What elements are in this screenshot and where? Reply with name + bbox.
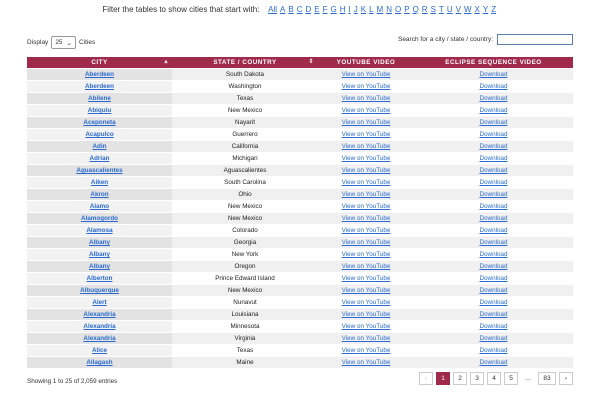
youtube-link[interactable]: View on YouTube — [318, 141, 414, 153]
city-link[interactable]: Adin — [27, 141, 172, 153]
youtube-link[interactable]: View on YouTube — [318, 345, 414, 357]
state-country-cell: New Mexico — [172, 105, 318, 117]
page-button-3[interactable]: 3 — [470, 372, 484, 385]
download-link[interactable]: Download — [414, 261, 573, 273]
search-input[interactable] — [497, 34, 573, 45]
download-link[interactable]: Download — [414, 309, 573, 321]
letter-link-y[interactable]: Y — [482, 5, 489, 14]
table-row — [27, 69, 573, 81]
youtube-link[interactable]: View on YouTube — [318, 285, 414, 297]
state-country-cell: Louisiana — [172, 309, 318, 321]
page-length-select[interactable] — [51, 36, 76, 49]
table-row — [27, 201, 573, 213]
state-country-cell: Ohio — [172, 189, 318, 201]
table-row — [27, 333, 573, 345]
youtube-link[interactable]: View on YouTube — [318, 333, 414, 345]
youtube-link[interactable]: View on YouTube — [318, 93, 414, 105]
sort-both-icon: ⇕ — [308, 59, 314, 65]
download-link[interactable]: Download — [414, 249, 573, 261]
youtube-link[interactable]: View on YouTube — [318, 165, 414, 177]
state-country-cell: Virginia — [172, 333, 318, 345]
youtube-link[interactable]: View on YouTube — [318, 117, 414, 129]
letter-link-i[interactable]: I — [348, 5, 351, 14]
letter-link-t[interactable]: T — [438, 5, 444, 14]
youtube-link[interactable]: View on YouTube — [318, 237, 414, 249]
download-link[interactable]: Download — [414, 273, 573, 285]
download-link[interactable]: Download — [414, 321, 573, 333]
next-page-button[interactable]: › — [559, 372, 573, 385]
table-row — [27, 261, 573, 273]
letter-link-g[interactable]: G — [330, 5, 337, 14]
table-row — [27, 129, 573, 141]
table-row — [27, 273, 573, 285]
table-row — [27, 213, 573, 225]
page-length-control — [27, 36, 95, 49]
youtube-link[interactable]: View on YouTube — [318, 309, 414, 321]
download-link[interactable]: Download — [414, 81, 573, 93]
letter-link-k[interactable]: K — [360, 5, 367, 14]
table-controls — [27, 36, 573, 48]
letter-link-w[interactable]: W — [463, 5, 472, 14]
download-link[interactable]: Download — [414, 105, 573, 117]
pagination-ellipsis: … — [521, 372, 535, 385]
youtube-link[interactable]: View on YouTube — [318, 153, 414, 165]
download-link[interactable]: Download — [414, 297, 573, 309]
city-link[interactable]: Alamosa — [27, 225, 172, 237]
letter-link-e[interactable]: E — [314, 5, 320, 14]
youtube-link[interactable]: View on YouTube — [318, 129, 414, 141]
youtube-link[interactable]: View on YouTube — [318, 357, 414, 369]
filter-label: Filter the tables to show cities that start with: — [102, 5, 260, 14]
state-country-cell: Michigan — [172, 153, 318, 165]
download-link[interactable]: Download — [414, 201, 573, 213]
table-row — [27, 189, 573, 201]
letter-link-u[interactable]: U — [446, 5, 453, 14]
state-country-cell: Nayarit — [172, 117, 318, 129]
city-link[interactable]: Abilene — [27, 93, 172, 105]
column-header-youtube: YOUTUBE VIDEO — [318, 57, 414, 69]
page-button-1[interactable]: 1 — [436, 372, 450, 385]
state-country-cell: Colorado — [172, 225, 318, 237]
letter-link-b[interactable]: B — [288, 5, 294, 14]
column-header-eclipse-video: ECLIPSE SEQUENCE VIDEO — [414, 57, 573, 69]
table-row — [27, 357, 573, 369]
state-country-cell: Minnesota — [172, 321, 318, 333]
letter-link-h[interactable]: H — [339, 5, 346, 14]
state-country-cell: Prince Edward Island — [172, 273, 318, 285]
letter-link-n[interactable]: N — [386, 5, 392, 14]
download-link[interactable]: Download — [414, 213, 573, 225]
state-country-cell: New Mexico — [172, 213, 318, 225]
state-country-cell: Aguascalientes — [172, 165, 318, 177]
letter-link-o[interactable]: O — [394, 5, 402, 14]
download-link[interactable]: Download — [414, 117, 573, 129]
youtube-link[interactable]: View on YouTube — [318, 105, 414, 117]
table-header-row — [27, 57, 573, 69]
youtube-link[interactable]: View on YouTube — [318, 177, 414, 189]
state-country-cell: Washington — [172, 81, 318, 93]
table-row — [27, 177, 573, 189]
table-row — [27, 321, 573, 333]
search-control — [398, 34, 573, 45]
letter-link-all[interactable]: All — [268, 5, 277, 14]
city-link[interactable]: Aberdeen — [27, 81, 172, 93]
city-link[interactable]: Allagash — [27, 357, 172, 369]
city-link[interactable]: Alamogordo — [27, 213, 172, 225]
letter-link-c[interactable]: C — [296, 5, 303, 14]
letter-link-v[interactable]: V — [455, 5, 461, 14]
page-button-4[interactable]: 4 — [487, 372, 501, 385]
city-link[interactable]: Aguascalientes — [27, 165, 172, 177]
state-country-cell: Georgia — [172, 237, 318, 249]
table-row — [27, 345, 573, 357]
letter-filter-bar — [0, 5, 600, 14]
state-country-cell: Texas — [172, 345, 318, 357]
state-country-cell: New Mexico — [172, 201, 318, 213]
table-row — [27, 141, 573, 153]
city-link[interactable]: Abiquiu — [27, 105, 172, 117]
table-row — [27, 105, 573, 117]
state-country-cell: California — [172, 141, 318, 153]
download-link[interactable]: Download — [414, 285, 573, 297]
youtube-link[interactable]: View on YouTube — [318, 261, 414, 273]
download-link[interactable]: Download — [414, 177, 573, 189]
cities-table — [27, 57, 573, 368]
youtube-link[interactable]: View on YouTube — [318, 81, 414, 93]
city-link[interactable]: Akron — [27, 189, 172, 201]
page-button-2[interactable]: 2 — [453, 372, 467, 385]
download-link[interactable]: Download — [414, 357, 573, 369]
letter-link-s[interactable]: S — [430, 5, 436, 14]
download-link[interactable]: Download — [414, 69, 573, 81]
state-country-cell: Oregon — [172, 261, 318, 273]
page-button-5[interactable]: 5 — [504, 372, 518, 385]
city-link[interactable]: Adrian — [27, 153, 172, 165]
youtube-link[interactable]: View on YouTube — [318, 273, 414, 285]
download-link[interactable]: Download — [414, 129, 573, 141]
table-row — [27, 165, 573, 177]
column-header-state[interactable]: STATE / COUNTRY ⇕ — [172, 57, 318, 69]
page-button-last[interactable]: 83 — [538, 372, 556, 385]
city-link[interactable]: Alamo — [27, 201, 172, 213]
state-country-cell: Texas — [172, 93, 318, 105]
city-link[interactable]: Alexandria — [27, 321, 172, 333]
youtube-link[interactable]: View on YouTube — [318, 213, 414, 225]
state-country-cell: Nunavut — [172, 297, 318, 309]
city-link[interactable]: Alert — [27, 297, 172, 309]
state-country-cell: Guerrero — [172, 129, 318, 141]
table-row — [27, 153, 573, 165]
youtube-link[interactable]: View on YouTube — [318, 201, 414, 213]
state-country-cell: Maine — [172, 357, 318, 369]
page-length-value: 25 — [55, 39, 63, 46]
letter-link-r[interactable]: R — [421, 5, 428, 14]
table-row — [27, 225, 573, 237]
download-link[interactable]: Download — [414, 237, 573, 249]
letter-link-z[interactable]: Z — [491, 5, 497, 14]
state-country-cell: South Dakota — [172, 69, 318, 81]
letter-link-f[interactable]: F — [322, 5, 328, 14]
youtube-link[interactable]: View on YouTube — [318, 189, 414, 201]
letter-link-a[interactable]: A — [280, 5, 286, 14]
city-link[interactable]: Albany — [27, 249, 172, 261]
download-link[interactable]: Download — [414, 333, 573, 345]
letter-link-p[interactable]: P — [404, 5, 410, 14]
table-row — [27, 285, 573, 297]
letter-link-m[interactable]: M — [376, 5, 384, 14]
download-link[interactable]: Download — [414, 345, 573, 357]
sort-asc-icon: ▴ — [164, 59, 168, 65]
city-link[interactable]: Albany — [27, 237, 172, 249]
youtube-link[interactable]: View on YouTube — [318, 69, 414, 81]
letter-link-j[interactable]: J — [353, 5, 358, 14]
download-link[interactable]: Download — [414, 153, 573, 165]
display-suffix: Cities — [79, 39, 96, 46]
table-row — [27, 93, 573, 105]
download-link[interactable]: Download — [414, 93, 573, 105]
table-row — [27, 117, 573, 129]
state-country-cell: South Carolina — [172, 177, 318, 189]
city-link[interactable]: Aberdeen — [27, 69, 172, 81]
table-row — [27, 237, 573, 249]
download-link[interactable]: Download — [414, 225, 573, 237]
table-info: Showing 1 to 25 of 2,059 entries — [27, 378, 118, 385]
search-label: Search for a city / state / country: — [397, 36, 493, 43]
letter-links — [267, 5, 498, 14]
state-country-cell: New York — [172, 249, 318, 261]
table-row — [27, 249, 573, 261]
city-link[interactable]: Alice — [27, 345, 172, 357]
city-link[interactable]: Aiken — [27, 177, 172, 189]
city-link[interactable]: Aceponeta — [27, 117, 172, 129]
table-row — [27, 309, 573, 321]
youtube-link[interactable]: View on YouTube — [318, 321, 414, 333]
city-link[interactable]: Alexandria — [27, 309, 172, 321]
chevron-down-icon: ⌄ — [66, 39, 72, 47]
state-country-cell: New Mexico — [172, 285, 318, 297]
city-link[interactable]: Alberton — [27, 273, 172, 285]
download-link[interactable]: Download — [414, 141, 573, 153]
display-label: Display — [27, 39, 49, 46]
letter-link-q[interactable]: Q — [412, 5, 419, 14]
youtube-link[interactable]: View on YouTube — [318, 249, 414, 261]
youtube-link[interactable]: View on YouTube — [318, 225, 414, 237]
table-row — [27, 297, 573, 309]
letter-link-d[interactable]: D — [305, 5, 312, 14]
city-link[interactable]: Acapulco — [27, 129, 172, 141]
city-link[interactable]: Alexandria — [27, 333, 172, 345]
column-header-city[interactable]: CITY ▴ — [27, 57, 172, 69]
letter-link-l[interactable]: L — [369, 5, 374, 14]
youtube-link[interactable]: View on YouTube — [318, 297, 414, 309]
city-link[interactable]: Albuquerque — [27, 285, 172, 297]
city-link[interactable]: Albany — [27, 261, 172, 273]
letter-link-x[interactable]: X — [474, 5, 480, 14]
pagination — [419, 372, 573, 385]
download-link[interactable]: Download — [414, 165, 573, 177]
previous-page-button[interactable]: ‹ — [419, 372, 433, 385]
download-link[interactable]: Download — [414, 189, 573, 201]
table-row — [27, 81, 573, 93]
